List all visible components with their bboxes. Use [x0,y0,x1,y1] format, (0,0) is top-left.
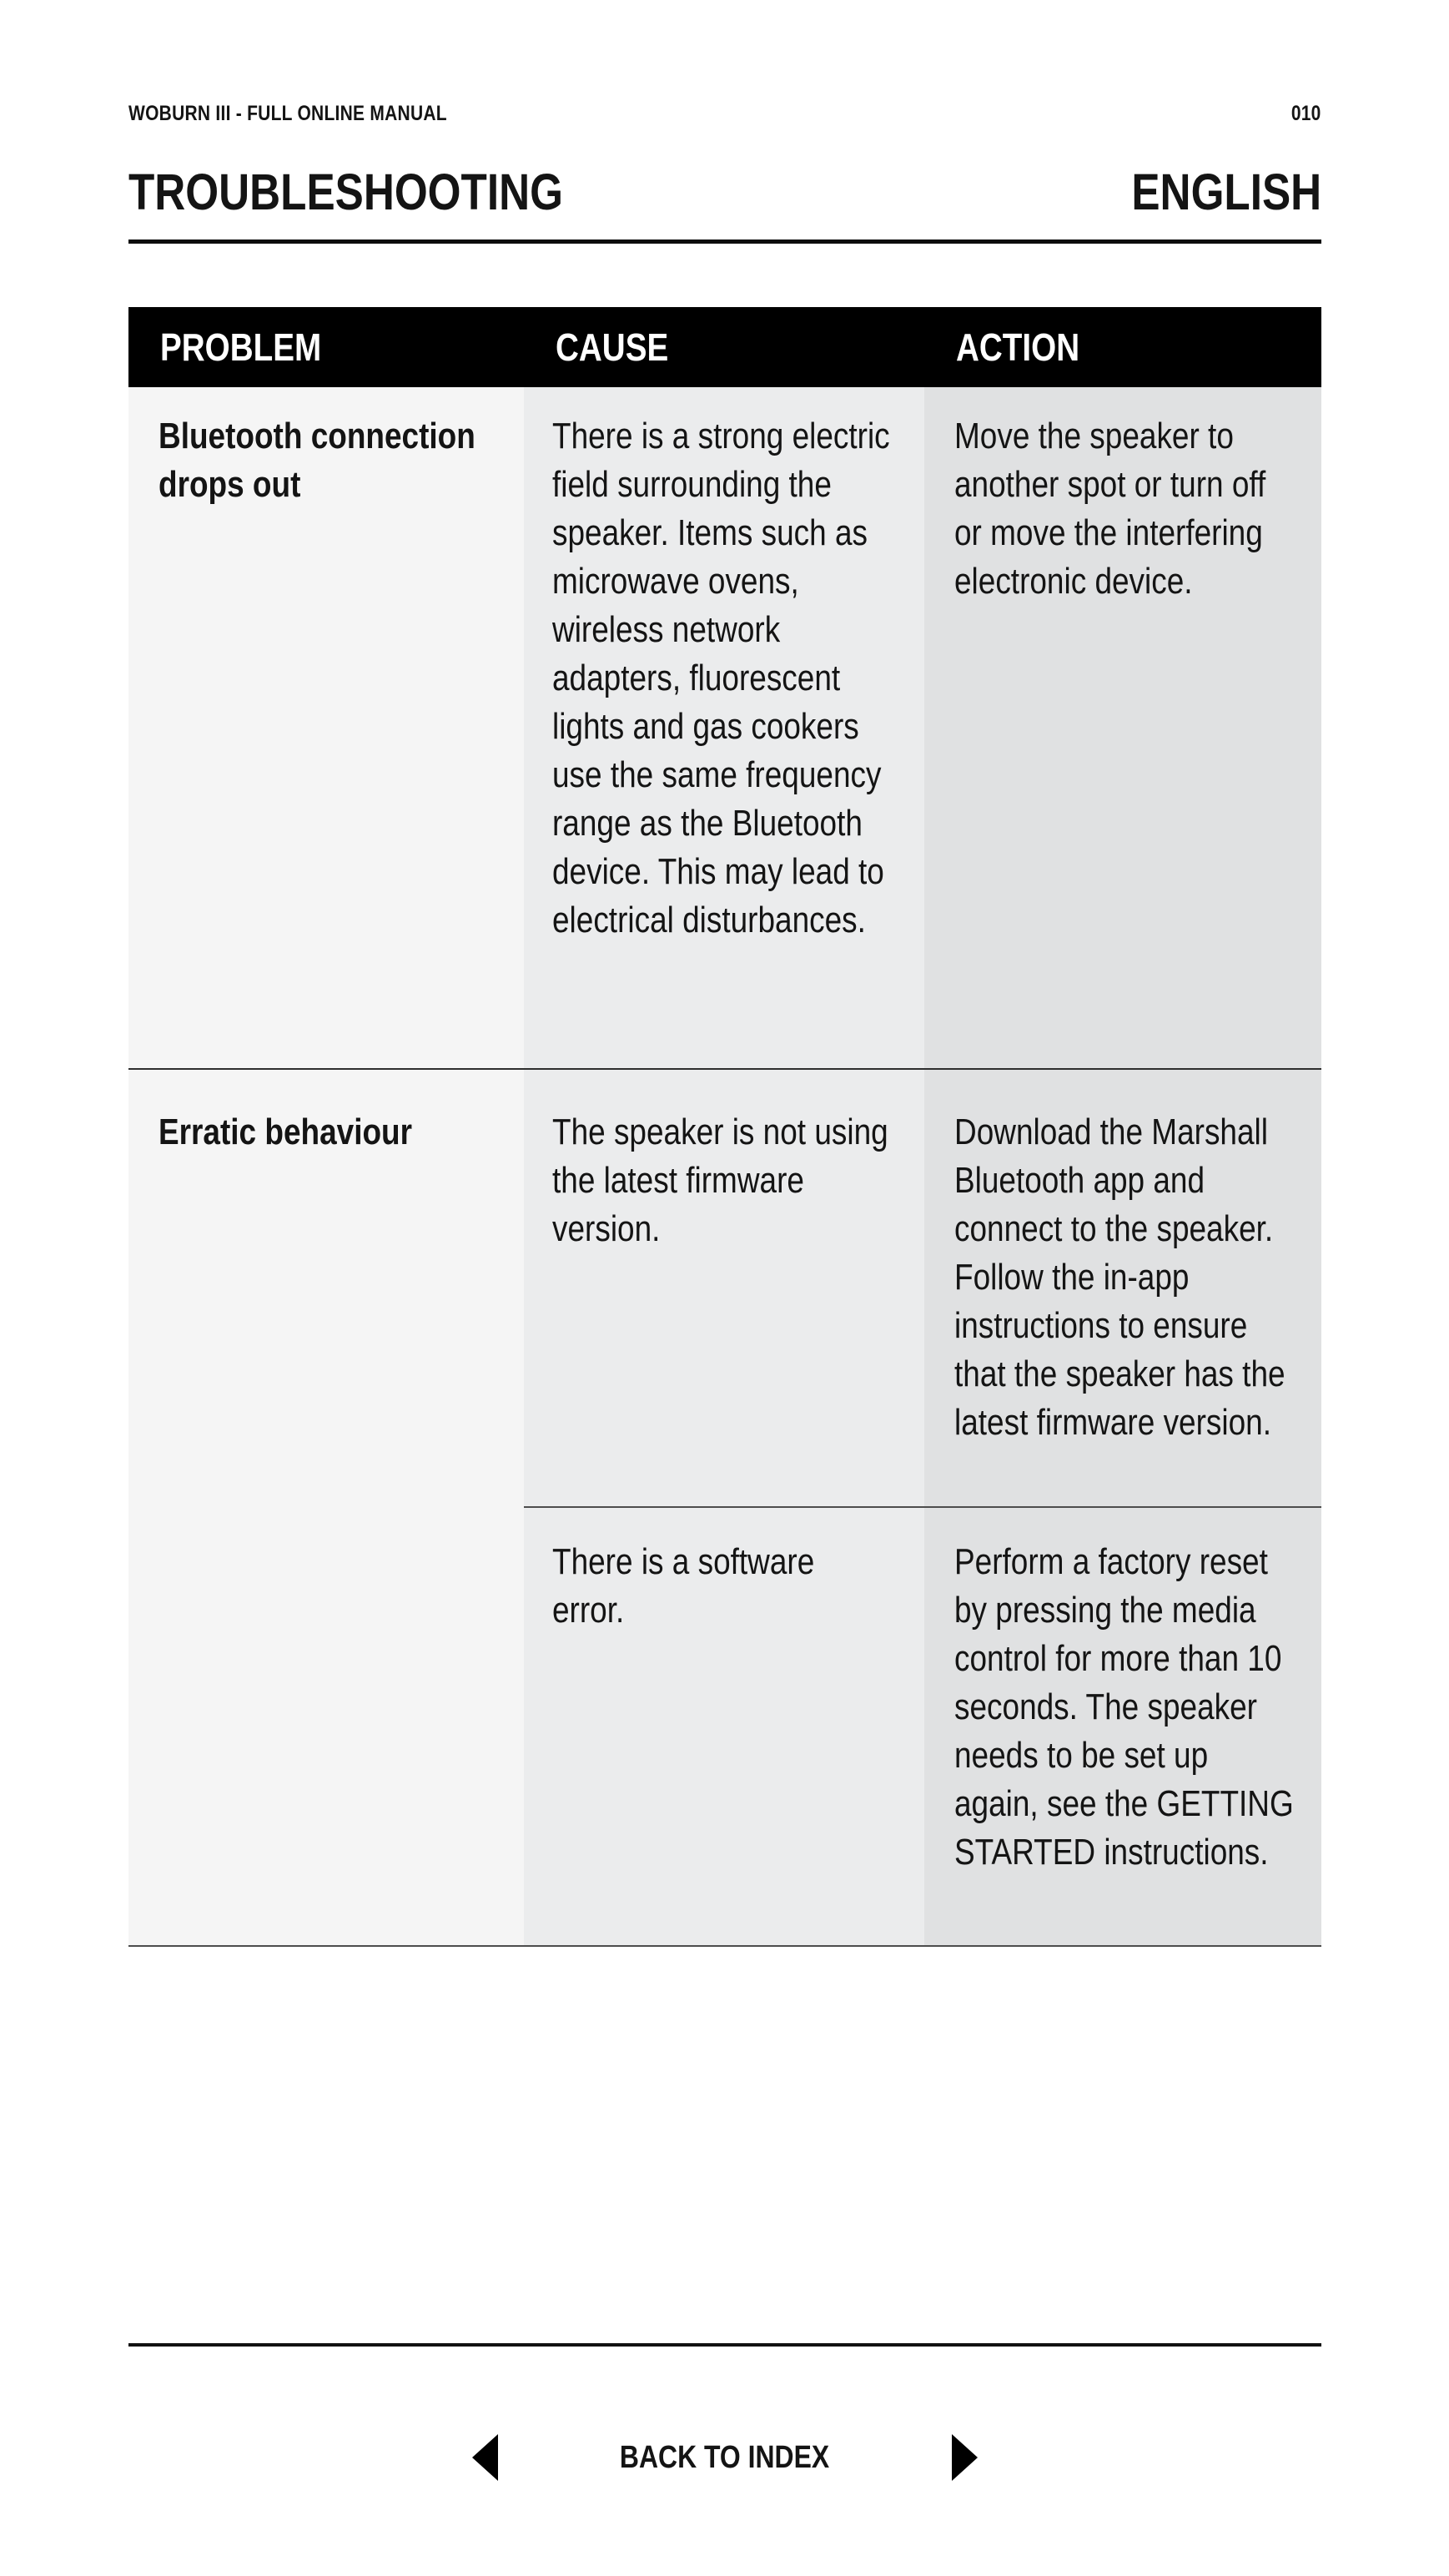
document-title: WOBURN III - FULL ONLINE MANUAL [128,102,447,125]
column-header-problem [128,307,524,387]
action-text: Download the Marshall Bluetooth app and connect to the speaker. Follow the in-app instructions to ensure that the speaker has the latest firmware version. [954,1112,1285,1443]
language-label: ENGLISH [1131,164,1321,220]
footer-divider [128,2343,1321,2347]
action-cell [924,1508,1321,1945]
action-text: Move the speaker to another spot or turn off or move the interfering electronic device. [954,416,1266,602]
column-header-action [924,307,1321,387]
page-title: TROUBLESHOOTING [128,164,563,220]
page-meta-row [128,101,1321,126]
back-to-index-link[interactable]: BACK TO INDEX [620,2440,830,2475]
action-cell [924,1070,1321,1508]
problem-cell [128,1070,524,1945]
problem-text: Erratic behaviour [158,1112,413,1152]
cause-cell [524,387,924,1070]
footer-navigation [128,2433,1321,2482]
cause-text: There is a strong electric field surrounding the speaker. Items such as microwave ovens, wireless network adapters, fluorescent lights and gas cookers use the same frequency range as the Bluetooth device. This may lead to electrical disturbances. [552,416,890,940]
cause-text: There is a software error. [552,1541,815,1631]
column-header-cause [524,307,924,387]
cause-cell [524,1508,924,1945]
page-number: 010 [1291,102,1321,125]
column-header-problem-label: PROBLEM [160,325,322,369]
column-header-action-label: ACTION [956,325,1080,369]
troubleshooting-table [128,307,1321,1947]
next-page-arrow-icon[interactable] [952,2434,978,2481]
title-divider [128,239,1321,244]
cause-text: The speaker is not using the latest firmware version. [552,1112,888,1249]
problem-text: Bluetooth connection drops out [158,416,475,505]
page-title-row [128,164,1321,219]
column-header-cause-label: CAUSE [556,325,669,369]
action-text: Perform a factory reset by pressing the media control for more than 10 seconds. The speaker needs to be set up again, see the GETTING STARTED instructions. [954,1541,1294,1873]
action-cell [924,387,1321,1070]
page-content [128,0,1321,2576]
problem-cell [128,387,524,1070]
previous-page-arrow-icon[interactable] [472,2434,498,2481]
cause-cell [524,1070,924,1508]
